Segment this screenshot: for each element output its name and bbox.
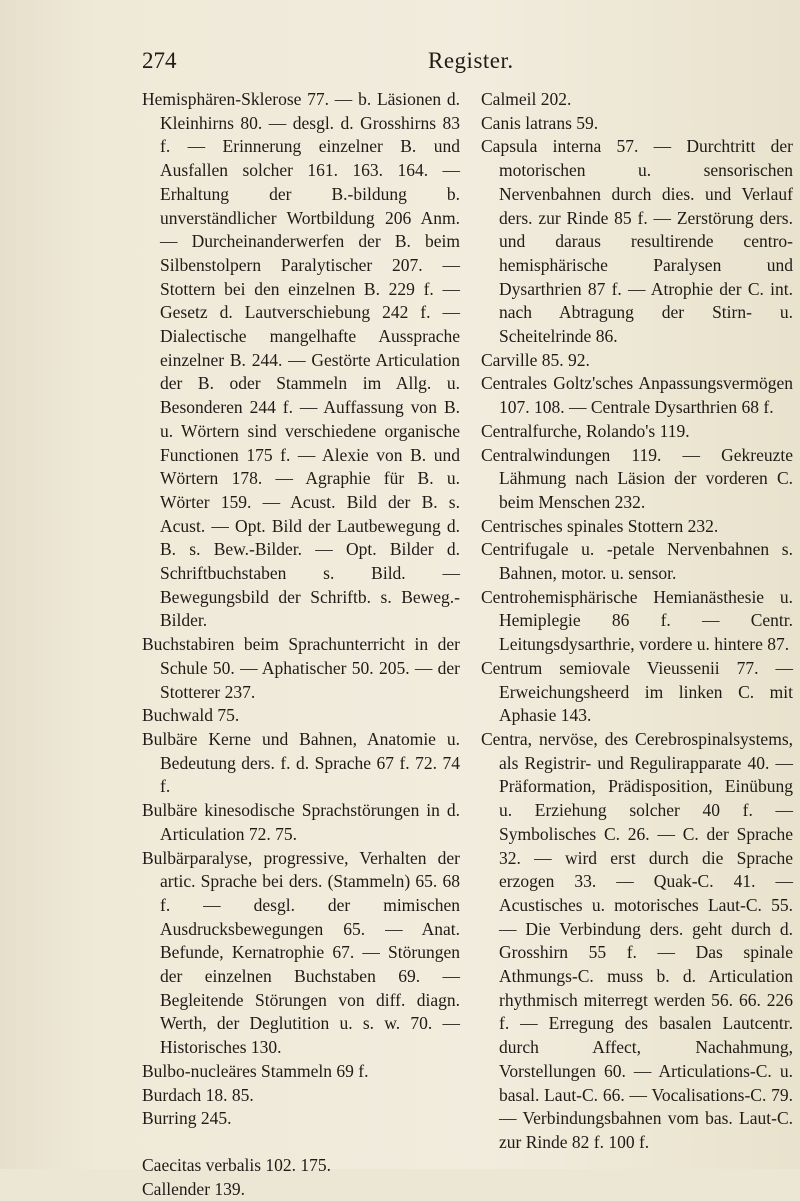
index-entry: Bulbo-nucleäres Stammeln 69 f. [142, 1060, 369, 1081]
index-entry: Centrifugale u. -petale Nervenbahnen s. Bahnen, motor. u. sensor. [481, 539, 793, 584]
index-entry: Bulbäre kinesodische Sprachstörungen in d. Articulation 72. 75. [142, 800, 460, 844]
index-entry: Callender 139. [142, 1178, 246, 1199]
index-entry: Caecitas verbalis 102. 175. [142, 1154, 332, 1175]
index-entry: Burring 245. [142, 1108, 232, 1129]
section-gap [142, 1131, 460, 1154]
index-entry: Buchstabiren beim Sprachunterricht in der Schule 50. — Aphatischer 50. 205. — der Stotterer 237. [142, 634, 460, 702]
page-header [0, 44, 800, 74]
index-entry: Centrum semiovale Vieussenii 77. — Erweichungsheerd im linken C. mit Aphasie 143. [481, 657, 793, 726]
index-entry: Centralwindungen 119. — Gekreuzte Lähmung nach Läsion der vorderen C. beim Menschen 232. [481, 444, 793, 512]
index-entry: Centralfurche, Rolando's 119. [481, 420, 690, 441]
running-title: Register. [428, 48, 514, 73]
left-column [142, 88, 460, 1201]
page-number: 274 [142, 48, 177, 73]
index-entry: Bulbäre Kerne und Bahnen, Anatomie u. Bedeutung ders. f. d. Sprache 67 f. 72. 74 f. [142, 728, 460, 797]
index-entry: Centra, nervöse, des Cerebrospinalsystems, als Registrir- und Regulirapparate 40. — Präformation, Prädisposition, Einübung u. Erziehung solcher 40 f. — Symbolisches C. 26. — C. der Sprache 32. — wird erst durch die Sprache erzogen 33. — Quak-C. 41. — Acustisches u. motorisches Laut-C. 55. — Die Verbindung ders. geht durch d. Grosshirn 55 f. — Das spinale Athmungs-C. muss b. d. Articulation rhythmisch miterregt werden 56. 66. 226 f. — Erregung des basalen Lautcentr. durch Affect, Nachahmung, Vorstellungen 60. — Articulations-C. u. basal. Laut-C. 66. — Vocalisations-C. 79. — Verbindungsbahnen vom bas. Laut-C. zur Rinde 82 f. 100 f. [481, 728, 793, 1152]
index-entry: Calmeil 202. [481, 89, 572, 109]
index-entry: Hemisphären-Sklerose 77. — b. Läsionen d. Kleinhirns 80. — desgl. d. Grosshirns 83 f. — Erinnerung einzelner B. und Ausfallen solcher 161. 163. 164. — Erhaltung der B.-bildung b. unverständlicher Wortbildung 206 Anm. — Durcheinanderwerfen der B. beim Silbenstolpern Paralytischer 207. — Stottern bei den einzelnen B. 229 f. — Gesetz d. Lautverschiebung 242 f. — Dialectische mangelhafte Aussprache einzelner B. 244. — Gestörte Articulation der B. oder Stammeln im Allg. u. Besonderen 244 f. — Auffassung von B. u. Wörtern sind verschiedene organische Functionen 175 f. — Alexie von B. und Wörtern 178. — Agraphie für B. u. Wörter 159. — Acust. Bild der B. s. Acust. — Opt. Bild der Lautbewegung d. B. s. Bew.-Bilder. — Opt. Bilder d. Schriftbuchstaben s. Bild. — Bewegungsbild der Schriftb. s. Beweg.-Bilder. [142, 89, 460, 631]
index-entry: Bulbärparalyse, progressive, Verhalten der artic. Sprache bei ders. (Stammeln) 65. 68 f. — desgl. der mimischen Ausdrucksbewegungen 65. — Anat. Befunde, Kernatrophie 67. — Störungen der einzelnen Buchstaben 69. — Begleitende Störungen von diff. diagn. Werth, der Deglutition u. s. w. 70. — Historisches 130. [142, 847, 460, 1058]
right-column [481, 88, 793, 1155]
index-entry: Capsula interna 57. — Durchtritt der motorischen u. sensorischen Nervenbahnen durch dies. und Verlauf ders. zur Rinde 85 f. — Zerstörung ders. und daraus resultirende centro-hemisphärische Paralysen und Dysarthrien 87 f. — Atrophie der C. int. nach Abtragung der Stirn- u. Scheitelrinde 86. [481, 136, 793, 347]
index-entry: Buchwald 75. [142, 705, 240, 726]
index-entry: Centrisches spinales Stottern 232. [481, 515, 719, 536]
index-entry: Centrales Goltz'sches Anpassungsvermögen 107. 108. — Centrale Dysarthrien 68 f. [481, 373, 793, 418]
index-entry: Centrohemisphärische Hemianästhesie u. Hemiplegie 86 f. — Centr. Leitungsdysarthrie, vordere u. hintere 87. [481, 586, 793, 655]
index-entry: Burdach 18. 85. [142, 1084, 254, 1105]
index-entry: Carville 85. 92. [481, 349, 590, 370]
index-entry: Canis latrans 59. [481, 112, 599, 133]
